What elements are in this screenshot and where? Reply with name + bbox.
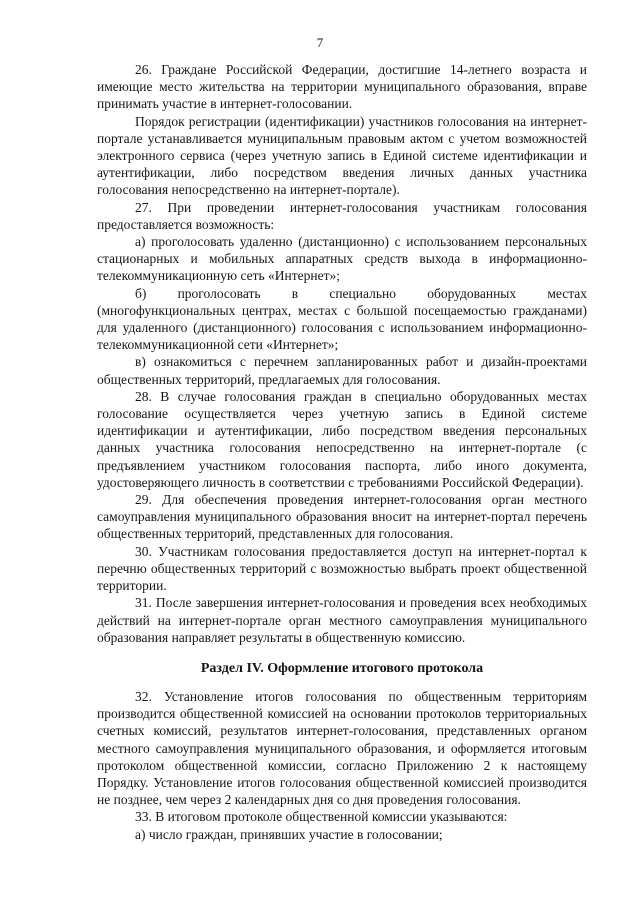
paragraph-32: 32. Установление итогов голосования по общественным территориям производится общественной комиссией на основании протоколов территориальных счетных комиссий, результатов интернет-голосования, представленных органом местного самоуправления муниципального образования, и оформляется итоговым протоколом общественной комиссии, согласно Приложению 2 к настоящему Порядку. Установление итогов голосования общественной комиссией производится не позднее, чем через 2 календарных дня со дня проведения голосования. bbox=[97, 688, 587, 808]
paragraph-27-c: в) ознакомиться с перечнем запланированных работ и дизайн-проектами общественных территорий, предлагаемых для голосования. bbox=[97, 354, 587, 387]
paragraph-28: 28. В случае голосования граждан в специально оборудованных местах голосование осуществляется через учетную запись в Единой системе идентификации и аутентификации, либо посредством введения персональных данных участника голосования непосредственно на интернет-портале (с предъявлением участником голосования паспорта, либо иного документа, удостоверяющего личность в соответствии с требованиями Российской Федерации). bbox=[97, 388, 587, 490]
paragraph-27: 27. При проведении интернет-голосования участникам голосования предоставляется возможность: bbox=[97, 199, 587, 232]
paragraph-27-a: а) проголосовать удаленно (дистанционно) с использованием персональных стационарных и мобильных аппаратных средств выхода в информационно-телекоммуникационную сеть «Интернет»; bbox=[97, 234, 587, 284]
paragraph-31: 31. После завершения интернет-голосования и проведения всех необходимых действий на интернет-портале орган местного самоуправления муниципального образования направляет результаты в общественную комиссию. bbox=[97, 595, 587, 645]
document-body bbox=[97, 61, 587, 843]
paragraph-29: 29. Для обеспечения проведения интернет-голосования орган местного самоуправления муниципального образования вносит на интернет-портал перечень общественных территорий, представленных для голосования. bbox=[97, 492, 587, 542]
paragraph-30: 30. Участникам голосования предоставляется доступ на интернет-портал к перечню общественных территорий с возможностью выбрать проект общественной территории. bbox=[97, 543, 587, 594]
paragraph-33: 33. В итоговом протоколе общественной комиссии указываются: bbox=[135, 809, 508, 825]
page-number: 7 bbox=[316, 35, 324, 50]
paragraph-26: 26. Граждане Российской Федерации, достигшие 14-летнего возраста и имеющие место жительства на территории муниципального образования, вправе принимать участие в интернет-голосовании. bbox=[97, 62, 587, 112]
paragraph-33-a: а) число граждан, принявших участие в голосовании; bbox=[135, 826, 443, 842]
paragraph-registration-order: Порядок регистрации (идентификации) участников голосования на интернет-портале устанавливается муниципальным правовым актом с учетом возможностей электронного сервиса (через учетную запись в Единой системе идентификации и аутентификации, либо посредством введения личных данных участника голосования непосредственно на интернет-портале). bbox=[97, 113, 587, 198]
paragraph-27-b: б) проголосовать в специально оборудованных местах (многофункциональных центрах, местах с большой посещаемостью гражданами) для удаленного (дистанционного) голосования с использованием информационно-телекоммуникационной сети «Интернет»; bbox=[97, 285, 587, 353]
section-title: Раздел IV. Оформление итогового протокола bbox=[200, 660, 484, 676]
